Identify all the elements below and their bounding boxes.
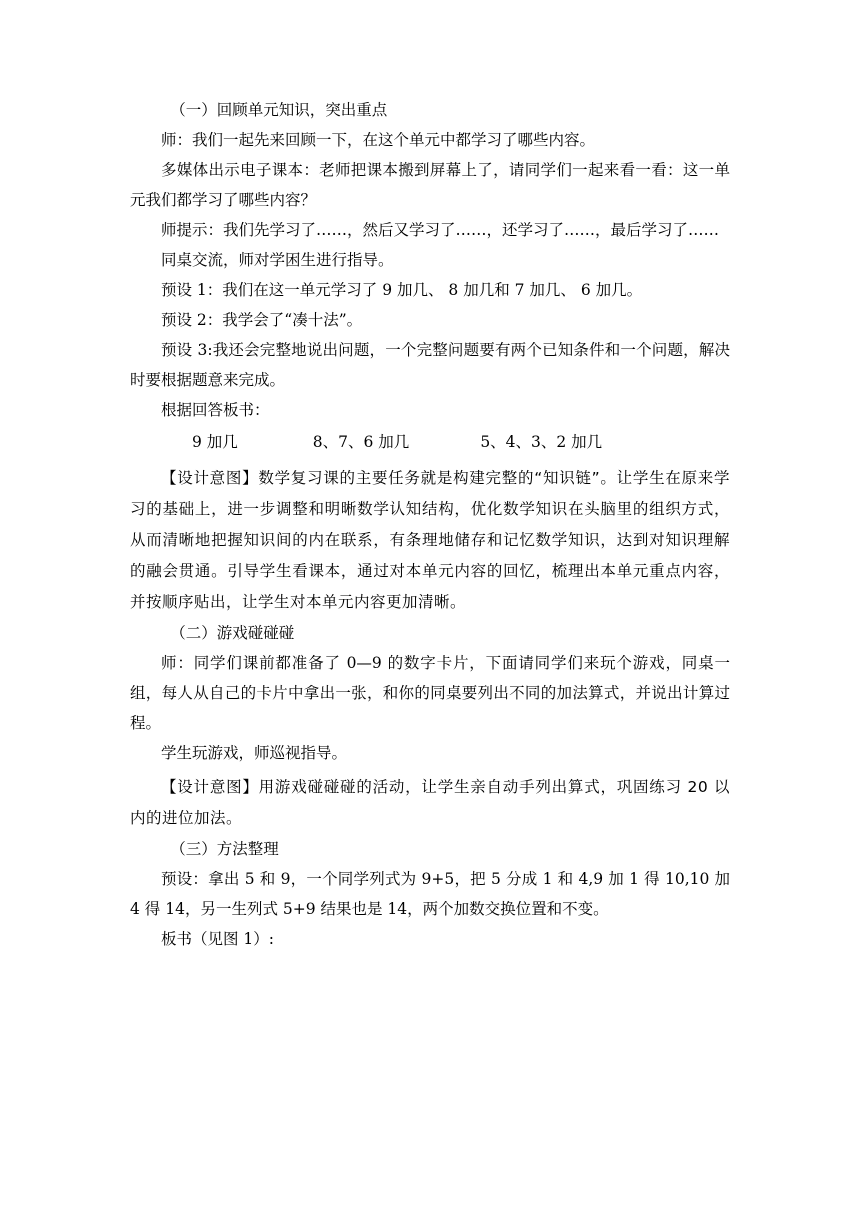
paragraph: 板书（见图 1）:: [161, 930, 275, 948]
design-intent-paragraph: 【设计意图】用游戏碰碰碰的活动，让学生亲自动手列出算式，巩固练习 20 以内的进位加法。: [130, 778, 730, 827]
document-page: [130, 95, 730, 954]
paragraph: 师：同学们课前都准备了 0—9 的数字卡片，下面请同学们来玩个游戏，同桌一组，每人从自己的卡片中拿出一张，和你的同桌要列出不同的加法算式，并说出计算过程。: [130, 654, 730, 732]
paragraph: 预设 2：我学会了“凑十法”。: [161, 311, 363, 329]
paragraph: 学生玩游戏，师巡视指导。: [161, 744, 348, 762]
board-item: 8、7、6 加几: [312, 433, 410, 451]
section-3-heading: （三）方法整理: [170, 840, 279, 858]
paragraph: 师：我们一起先来回顾一下，在这个单元中都学习了哪些内容。: [161, 131, 596, 149]
paragraph: 预设：拿出 5 和 9，一个同学列式为 9+5，把 5 分成 1 和 4,9 加 1 得 10,10 加 4 得 14，另一生列式 5+9 结果也是 14，两个加数交换位置和不变。: [130, 870, 730, 918]
board-item: 5、4、3、2 加几: [480, 433, 603, 451]
paragraph: 根据回答板书：: [161, 401, 270, 419]
paragraph: 多媒体出示电子课本：老师把课本搬到屏幕上了，请同学们一起来看一看：这一单元我们都学习了哪些内容？: [130, 161, 730, 209]
board-summary: [130, 425, 730, 459]
paragraph: 师提示：我们先学习了……，然后又学习了……，还学习了……，最后学习了……: [161, 221, 720, 239]
board-item: 9 加几: [192, 433, 238, 451]
section-1-heading: （一）回顾单元知识，突出重点: [170, 101, 388, 119]
section-2-heading: （二）游戏碰碰碰: [170, 624, 295, 642]
paragraph: 同桌交流，师对学困生进行指导。: [161, 251, 394, 269]
paragraph: 预设 1：我们在这一单元学习了 9 加几、 8 加几和 7 加几、 6 加几。: [161, 281, 643, 299]
design-intent-paragraph: 【设计意图】数学复习课的主要任务就是构建完整的“知识链”。让学生在原来学习的基础上，进一步调整和明晰数学认知结构，优化数学知识在头脑里的组织方式，从而清晰地把握知识间的内在联系，有条理地储存和记忆数学知识，达到对知识理解的融会贯通。引导学生看课本，通过对本单元内容的回忆，梳理出本单元重点内容，并按顺序贴出，让学生对本单元内容更加清晰。: [130, 469, 730, 611]
paragraph: 预设 3:我还会完整地说出问题，一个完整问题要有两个已知条件和一个问题，解决时要根据题意来完成。: [130, 341, 730, 389]
